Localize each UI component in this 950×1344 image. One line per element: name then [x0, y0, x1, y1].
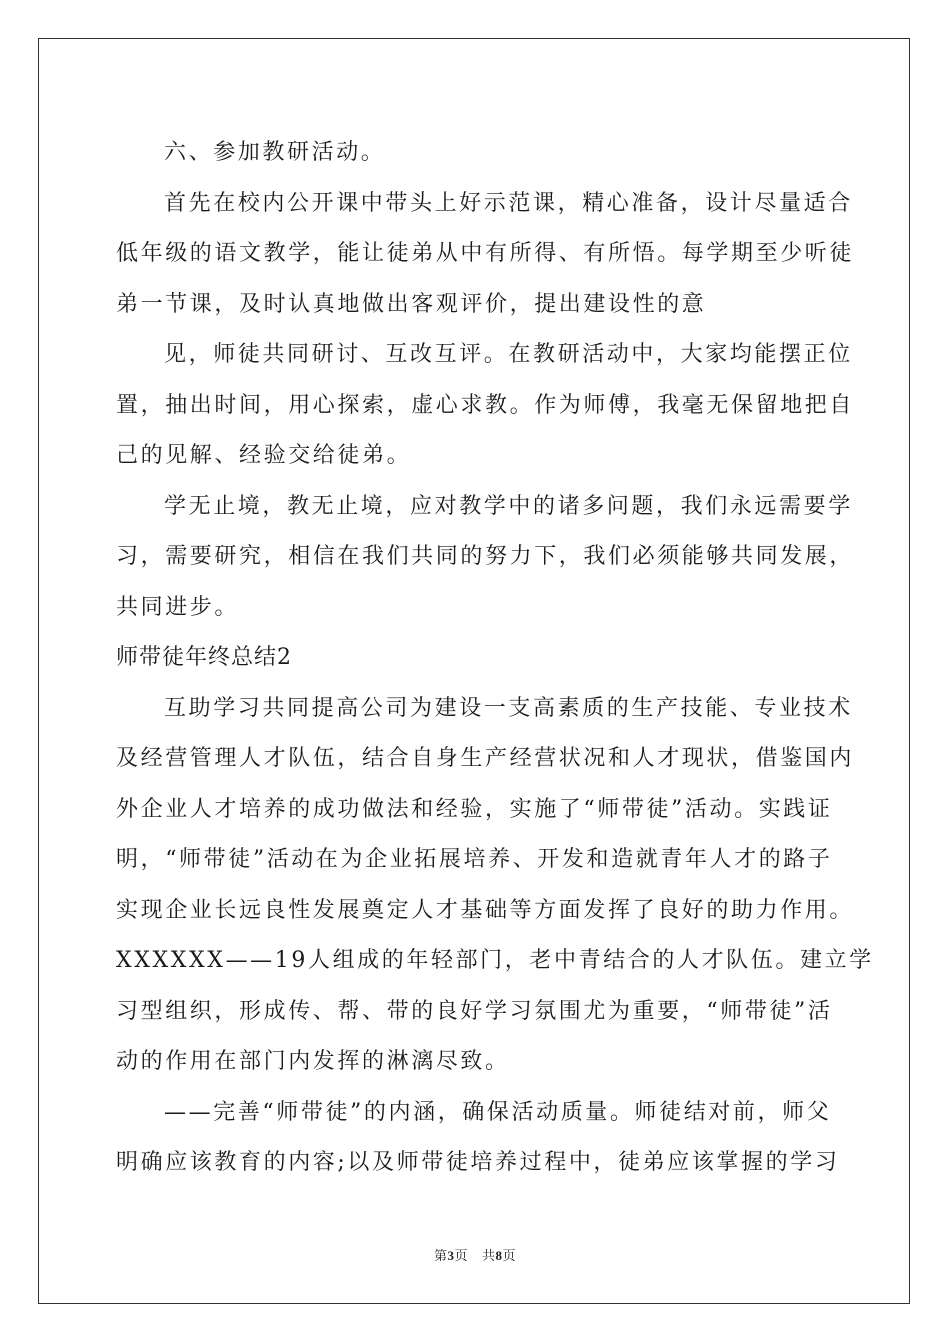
- article-title: 师带徒年终总结2: [116, 645, 292, 670]
- page-current: 3: [447, 1248, 455, 1263]
- paragraph-line: 弟一节课，及时认真地做出客观评价，提出建设性的意: [116, 291, 707, 317]
- paragraph-line: 习，需要研究，相信在我们共同的努力下，我们必须能够共同发展，: [116, 544, 855, 569]
- paragraph-line: 外企业人才培养的成功做法和经验，实施了“师带徒”活动。实践证: [116, 796, 833, 822]
- paragraph-line: 习型组织，形成传、帮、带的良好学习氛围尤为重要，“师带徒”活: [116, 998, 833, 1024]
- paragraph-line: 实现企业长远良性发展奠定人才基础等方面发挥了良好的助力作用。: [116, 897, 855, 923]
- page-footer: [0, 1245, 950, 1264]
- section-heading: 六、参加教研活动。: [164, 140, 386, 165]
- total-prefix: 共: [482, 1248, 496, 1263]
- paragraph-line: 置，抽出时间，用心探索，虚心求教。作为师傅，我毫无保留地把自: [116, 392, 855, 418]
- paragraph-line: 己的见解、经验交给徒弟。: [116, 443, 412, 468]
- paragraph-line: 明，“师带徒”活动在为企业拓展培养、开发和造就青年人才的路子: [116, 847, 833, 872]
- document-body: [116, 128, 874, 1189]
- paragraph-line: 及经营管理人才队伍，结合自身生产经营状况和人才现状，借鉴国内: [116, 746, 855, 771]
- paragraph-line: XXXXXX——19人组成的年轻部门，老中青结合的人才队伍。建立学: [116, 948, 874, 973]
- paragraph-line: 见，师徒共同研讨、互改互评。在教研活动中，大家均能摆正位: [164, 342, 853, 367]
- paragraph-line: 动的作用在部门内发挥的淋漓尽致。: [116, 1049, 510, 1074]
- paragraph-line: 学无止境，教无止境，应对教学中的诸多问题，我们永远需要学: [164, 493, 853, 519]
- paragraph-line: 互助学习共同提高公司为建设一支高素质的生产技能、专业技术: [164, 695, 853, 721]
- page-total: 8: [495, 1248, 503, 1263]
- paragraph-line: 低年级的语文教学，能让徒弟从中有所得、有所悟。每学期至少听徒: [116, 241, 855, 266]
- paragraph-line: 首先在校内公开课中带头上好示范课，精心准备，设计尽量适合: [164, 190, 853, 216]
- paragraph-line: ——完善“师带徒”的内涵，确保活动质量。师徒结对前，师父: [164, 1099, 832, 1125]
- paragraph-line: 共同进步。: [116, 594, 240, 620]
- paragraph-line: 明确应该教育的内容;以及师带徒培养过程中，徒弟应该掌握的学习: [116, 1150, 840, 1175]
- page-suffix: 页: [454, 1248, 468, 1263]
- page-prefix: 第: [433, 1248, 448, 1263]
- total-suffix: 页: [502, 1248, 517, 1263]
